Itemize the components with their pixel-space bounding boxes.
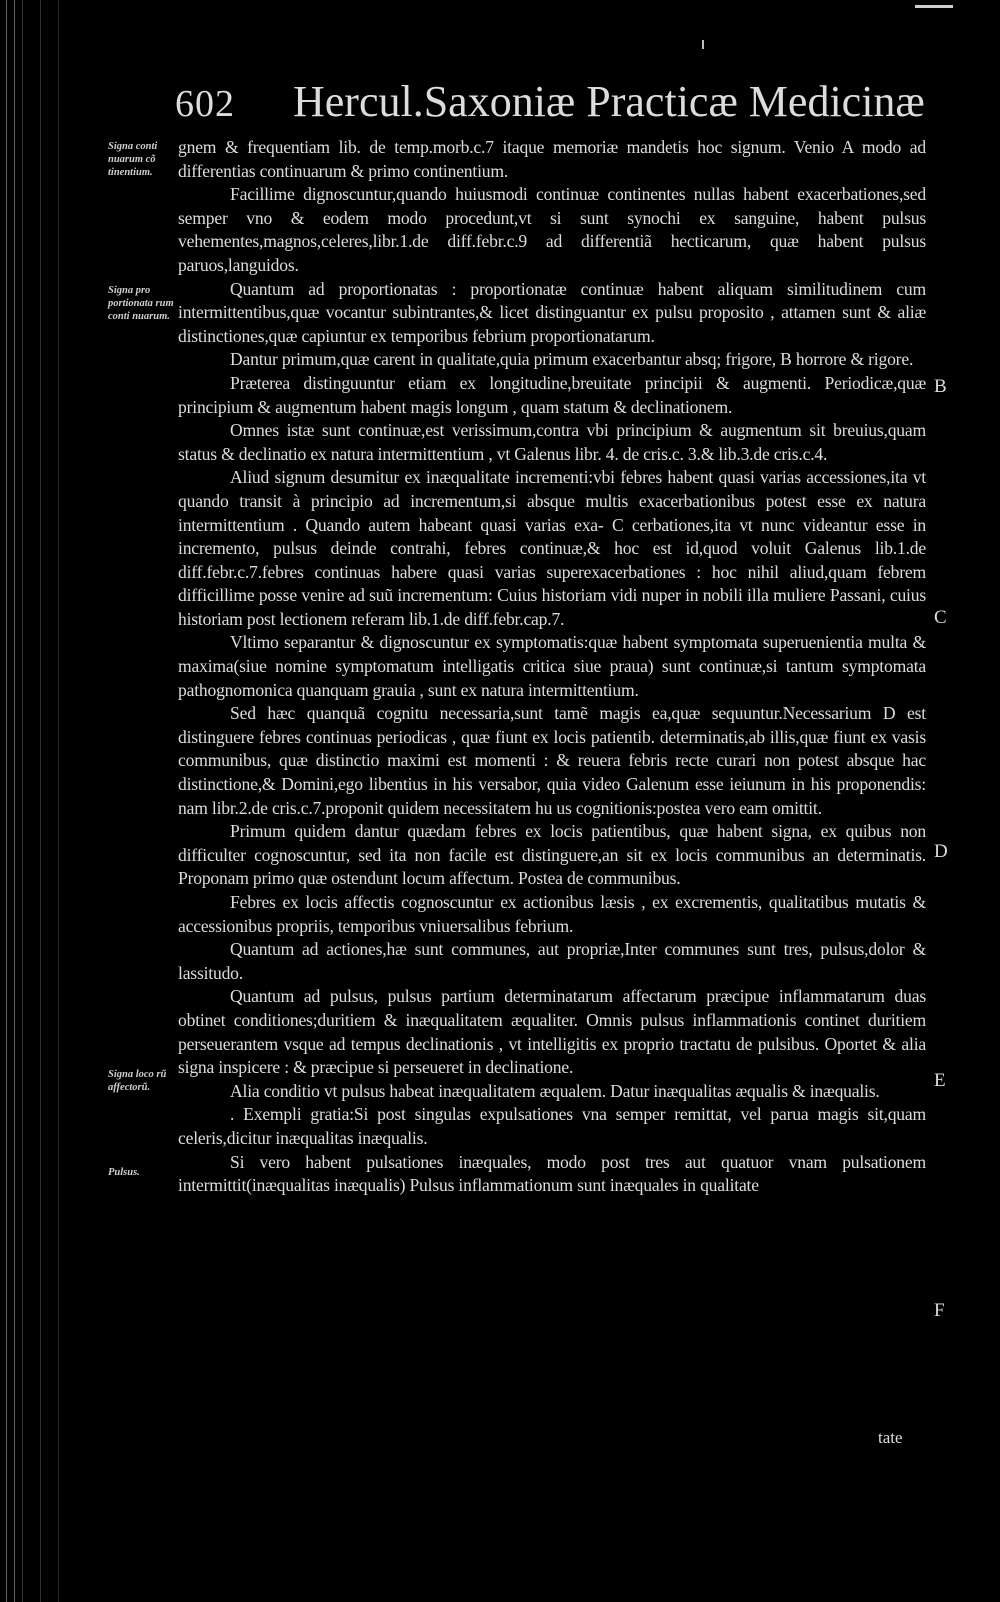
scan-mark	[915, 5, 953, 8]
section-letter: F	[934, 1300, 945, 1321]
paragraph: gnem & frequentiam lib. de temp.morb.c.7 itaque memoriæ mandetis hoc signum. Venio A modo ad differentias continuarum & primo continentium.	[178, 137, 926, 181]
paragraph: Febres ex locis affectis cognoscuntur ex actionibus læsis , ex excrementis, qualitatibus mutatis & accessionibus propriis, temporibus vniuersalibus febrium.	[178, 892, 926, 936]
binding-edge-line	[40, 0, 41, 1602]
catchword: tate	[878, 1428, 903, 1447]
page-number: 602	[175, 83, 235, 125]
paragraph: Alia conditio vt pulsus habeat inæqualitatem æqualem. Datur inæqualitas æqualis & inæqualis.	[230, 1080, 880, 1101]
paragraph: Aliud signum desumitur ex inæqualitate incrementi:vbi febres habent quasi varias accessiones,ita vt quando transit à principio ad incrementum,si absque multis exacerbationibus potest esse ex natura intermittentium . Quando autem habeant quasi varias exa- C cerbationes,ita vt nunc videantur esse in incremento, pulsus deinde contrahi, febres continuæ,& hoc est id,quod voluit Galenus lib.1.de diff.febr.c.7.febres continuas habere quasi varias superexacerbationes : hoc nihil aliud,quam febrem difficillime posse venire ad suũ incrementum: Cuius historiam vidi nuper in nobili illa muliere Passani, cuius historiam post lectionem referam lib.1.de diff.febr.cap.7.	[178, 467, 926, 629]
running-title: Hercul.Saxoniæ Practicæ Medicinæ	[293, 77, 925, 126]
body-text	[178, 136, 926, 1198]
section-letter: C	[934, 607, 947, 628]
paragraph: Facillime dignoscuntur,quando huiusmodi continuæ continentes nullas habent exacerbationes,sed semper vno & eodem modo procedunt,vt si sunt synochi ex sanguine, habent pulsus vehementes,magnos,celeres,libr.1.de diff.febr.c.9 ad differentiã hecticarum, quæ habent pulsus paruos,languidos.	[178, 184, 926, 275]
paragraph: Dantur primum,quæ carent in qualitate,quia primum exacerbantur absq; frigore, B horrore & rigore.	[230, 349, 914, 370]
paragraph: Præterea distinguuntur etiam ex longitudine,breuitate principii & augmenti. Periodicæ,quæ principium & augmentum habent magis longum , quam statum & declinationem.	[178, 372, 926, 417]
margin-note: Signa loco rũ affectorũ.	[108, 1069, 167, 1093]
paragraph: Quantum ad actiones,hæ sunt communes, aut propriæ,Inter communes sunt tres, pulsus,dolor & lassitudo.	[178, 939, 926, 983]
margin-note: Pulsus.	[108, 1167, 140, 1178]
binding-edge-line	[14, 0, 15, 1602]
paragraph: . Exempli gratia:Si post singulas expulsationes vna semper remittat, vel parua magis sit,quam celeris,dicitur inæqualitas inæqualis.	[178, 1104, 926, 1148]
section-letter: E	[934, 1070, 946, 1091]
section-letter: D	[934, 841, 948, 862]
binding-edge-line	[22, 0, 23, 1602]
scan-mark	[702, 40, 704, 49]
paragraph: Sed hæc quanquã cognitu necessaria,sunt tamẽ magis ea,quæ sequuntur.Necessarium D est distinguere febres continuas periodicas , quæ fiunt ex locis patientib. determinatis,ab illis,quæ fiunt ex vasis communibus, quæ distinctio maximi est momenti : & reuera febris recte curari non potest absque hac distinctione,& Domini,ego libentius in his versabor, quia video Galenum esse ieiunum in his proponendis: nam libr.2.de cris.c.7.proponit quidem necessitatem hu us cognitionis:postea vero eam omittit.	[178, 703, 926, 818]
binding-edge-line	[58, 0, 59, 1602]
paragraph: Quantum ad proportionatas : proportionatæ continuæ habent aliquam similitudinem cum intermittentibus,quæ vocantur subintrantes,& licet distinguantur ex pulsu proposito , attamen sunt & aliæ distinctiones,quæ capiuntur ex temporibus febrium proportionatarum.	[178, 278, 926, 346]
margin-note: Signa conti nuarum cõ tinentium.	[108, 141, 158, 178]
paragraph: Primum quidem dantur quædam febres ex locis patientibus, quæ habent signa, ex quibus non difficulter cognoscuntur, sed ita non facile est distinguere,an sit ex locis communibus an determinatis. Proponam primo quæ ostendunt locum affectum. Postea de communibus.	[178, 821, 926, 889]
paragraph: Omnes istæ sunt continuæ,est verissimum,contra vbi principium & augmentum sit breuius,quam status & declinatio ex natura intermittentium , vt Galenus libr. 4. de cris.c. 3.& lib.3.de cris.c.4.	[178, 420, 926, 464]
margin-note: Signa pro portionata rum conti nuarum.	[108, 285, 174, 322]
binding-edge-line	[6, 0, 7, 1602]
page-header	[175, 76, 935, 127]
paragraph: Quantum ad pulsus, pulsus partium determinatarum affectarum præcipue inflammatarum duas obtinet conditiones;duritiem & inæqualitatem æqualiter. Omnis pulsus inflammationis continet duritiem perseuerantem vsque ad tempus declinationis , vt intelligitis ex proprio tractatu de pulsibus. Oportet & alia signa inspicere : & præcipue si perseueret in declinatione.	[178, 986, 926, 1078]
paragraph: Vltimo separantur & dignoscuntur ex symptomatis:quæ habent symptomata superuenientia multa & maxima(siue nomine symptomatum intelligatis critica siue praua) sunt continuæ,si tantum symptomata pathognomonica quanquam grauia , sunt ex natura intermittentium.	[178, 632, 926, 700]
paragraph: Si vero habent pulsationes inæquales, modo post tres aut quatuor vnam pulsationem intermittit(inæqualitas inæqualis) Pulsus inflammationum sunt inæquales in qualitate	[178, 1151, 926, 1196]
section-letter: B	[934, 376, 947, 397]
